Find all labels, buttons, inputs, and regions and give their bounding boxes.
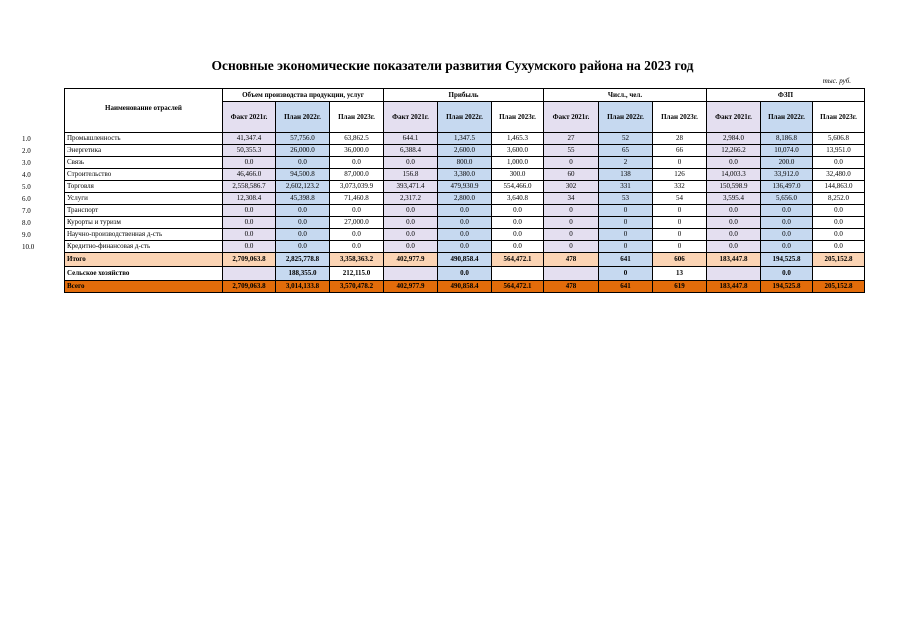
row-name: Всего bbox=[65, 281, 223, 293]
cell-value: 554,466.0 bbox=[492, 181, 544, 193]
row-number: 3.0 bbox=[22, 158, 31, 167]
row-name: Связь bbox=[65, 157, 223, 169]
cell-value: 200.0 bbox=[761, 157, 813, 169]
cell-value: 0.0 bbox=[223, 217, 276, 229]
cell-value: 53 bbox=[599, 193, 653, 205]
header-subcol: План 2023г. bbox=[492, 102, 544, 133]
header-subcol: Факт 2021г. bbox=[707, 102, 761, 133]
cell-value: 0.0 bbox=[707, 157, 761, 169]
cell-value: 27 bbox=[544, 133, 599, 145]
cell-value: 0.0 bbox=[707, 229, 761, 241]
cell-value: 188,355.0 bbox=[276, 267, 330, 281]
cell-value: 0 bbox=[599, 229, 653, 241]
table-row bbox=[65, 229, 865, 241]
cell-value: 0.0 bbox=[223, 229, 276, 241]
page-title: Основные экономические показатели развития Сухумского района на 2023 год bbox=[211, 58, 694, 73]
cell-value: 65 bbox=[599, 145, 653, 157]
cell-value: 479,930.9 bbox=[438, 181, 492, 193]
cell-value: 0.0 bbox=[707, 241, 761, 253]
cell-value: 205,152.8 bbox=[813, 253, 865, 267]
cell-value: 183,447.8 bbox=[707, 253, 761, 267]
cell-value: 0.0 bbox=[813, 217, 865, 229]
cell-value: 6,388.4 bbox=[384, 145, 438, 157]
cell-value: 13 bbox=[653, 267, 707, 281]
header-group-payroll: ФЗП bbox=[707, 89, 865, 102]
cell-value: 63,862.5 bbox=[330, 133, 384, 145]
table-row bbox=[65, 157, 865, 169]
cell-value: 0 bbox=[653, 205, 707, 217]
row-name: Промышленность bbox=[65, 133, 223, 145]
cell-value: 0.0 bbox=[813, 241, 865, 253]
cell-value: 126 bbox=[653, 169, 707, 181]
cell-value bbox=[544, 267, 599, 281]
cell-value: 402,977.9 bbox=[384, 253, 438, 267]
cell-value: 138 bbox=[599, 169, 653, 181]
table-row bbox=[65, 145, 865, 157]
cell-value: 0.0 bbox=[492, 217, 544, 229]
cell-value: 0.0 bbox=[761, 217, 813, 229]
cell-value: 0 bbox=[544, 241, 599, 253]
cell-value: 57,756.0 bbox=[276, 133, 330, 145]
row-name: Научно-производственная д-сть bbox=[65, 229, 223, 241]
cell-value: 66 bbox=[653, 145, 707, 157]
cell-value: 0.0 bbox=[223, 157, 276, 169]
cell-value: 0 bbox=[599, 205, 653, 217]
cell-value: 1,000.0 bbox=[492, 157, 544, 169]
cell-value: 0.0 bbox=[438, 229, 492, 241]
cell-value: 150,598.9 bbox=[707, 181, 761, 193]
cell-value bbox=[813, 267, 865, 281]
cell-value: 34 bbox=[544, 193, 599, 205]
cell-value: 87,000.0 bbox=[330, 169, 384, 181]
cell-value: 2,984.0 bbox=[707, 133, 761, 145]
row-number: 10.0 bbox=[22, 242, 35, 251]
row-number: 1.0 bbox=[22, 134, 31, 143]
cell-value: 0.0 bbox=[438, 241, 492, 253]
cell-value: 144,863.0 bbox=[813, 181, 865, 193]
table-row bbox=[65, 205, 865, 217]
header-subcol: План 2023г. bbox=[653, 102, 707, 133]
cell-value: 3,595.4 bbox=[707, 193, 761, 205]
cell-value: 14,003.3 bbox=[707, 169, 761, 181]
cell-value: 641 bbox=[599, 281, 653, 293]
cell-value: 0.0 bbox=[384, 217, 438, 229]
cell-value: 393,471.4 bbox=[384, 181, 438, 193]
cell-value: 5,656.0 bbox=[761, 193, 813, 205]
cell-value: 2,825,778.8 bbox=[276, 253, 330, 267]
cell-value: 641 bbox=[599, 253, 653, 267]
row-number: 6.0 bbox=[22, 194, 31, 203]
cell-value: 0.0 bbox=[761, 267, 813, 281]
cell-value: 2,600.0 bbox=[438, 145, 492, 157]
header-group-production: Объем производства продукции, услуг bbox=[223, 89, 384, 102]
cell-value: 3,600.0 bbox=[492, 145, 544, 157]
cell-value: 0 bbox=[599, 217, 653, 229]
cell-value: 0 bbox=[653, 157, 707, 169]
cell-value: 490,858.4 bbox=[438, 281, 492, 293]
row-name: Торговля bbox=[65, 181, 223, 193]
cell-value: 1,465.3 bbox=[492, 133, 544, 145]
header-group-headcount: Числ., чел. bbox=[544, 89, 707, 102]
cell-value: 0.0 bbox=[438, 217, 492, 229]
table-row bbox=[65, 241, 865, 253]
cell-value: 3,640.8 bbox=[492, 193, 544, 205]
cell-value: 13,951.0 bbox=[813, 145, 865, 157]
header-subcol: План 2022г. bbox=[761, 102, 813, 133]
cell-value: 0.0 bbox=[707, 217, 761, 229]
cell-value: 28 bbox=[653, 133, 707, 145]
row-name: Строительство bbox=[65, 169, 223, 181]
cell-value: 0.0 bbox=[223, 205, 276, 217]
table-row bbox=[65, 169, 865, 181]
cell-value: 10,074.0 bbox=[761, 145, 813, 157]
cell-value: 0 bbox=[599, 267, 653, 281]
header-subcol: План 2022г. bbox=[599, 102, 653, 133]
row-number: 5.0 bbox=[22, 182, 31, 191]
cell-value: 46,466.0 bbox=[223, 169, 276, 181]
row-name: Транспорт bbox=[65, 205, 223, 217]
header-subcol: План 2023г. bbox=[330, 102, 384, 133]
cell-value bbox=[492, 267, 544, 281]
cell-value: 12,308.4 bbox=[223, 193, 276, 205]
cell-value: 619 bbox=[653, 281, 707, 293]
cell-value: 136,497.0 bbox=[761, 181, 813, 193]
cell-value: 0.0 bbox=[761, 229, 813, 241]
cell-value: 0.0 bbox=[384, 229, 438, 241]
cell-value: 0.0 bbox=[492, 229, 544, 241]
cell-value: 8,186.8 bbox=[761, 133, 813, 145]
cell-value: 0.0 bbox=[813, 157, 865, 169]
cell-value: 33,912.0 bbox=[761, 169, 813, 181]
cell-value: 564,472.1 bbox=[492, 253, 544, 267]
cell-value: 300.0 bbox=[492, 169, 544, 181]
table-row bbox=[65, 133, 865, 145]
cell-value: 332 bbox=[653, 181, 707, 193]
row-name: Курорты и туризм bbox=[65, 217, 223, 229]
cell-value: 606 bbox=[653, 253, 707, 267]
row-name: Услуги bbox=[65, 193, 223, 205]
cell-value: 0.0 bbox=[330, 241, 384, 253]
header-subcol: Факт 2021г. bbox=[223, 102, 276, 133]
table-row bbox=[65, 217, 865, 229]
cell-value: 644.1 bbox=[384, 133, 438, 145]
cell-value: 0.0 bbox=[492, 205, 544, 217]
cell-value: 12,266.2 bbox=[707, 145, 761, 157]
cell-value: 0 bbox=[544, 205, 599, 217]
cell-value: 71,460.8 bbox=[330, 193, 384, 205]
cell-value bbox=[707, 267, 761, 281]
cell-value: 52 bbox=[599, 133, 653, 145]
cell-value: 0.0 bbox=[384, 241, 438, 253]
header-subcol: План 2023г. bbox=[813, 102, 865, 133]
cell-value: 0 bbox=[653, 241, 707, 253]
units-label: тыс. руб. bbox=[822, 77, 851, 85]
table-row bbox=[65, 181, 865, 193]
cell-value: 212,115.0 bbox=[330, 267, 384, 281]
cell-value: 0.0 bbox=[438, 267, 492, 281]
table-row bbox=[65, 267, 865, 281]
cell-value: 8,252.0 bbox=[813, 193, 865, 205]
cell-value: 402,977.9 bbox=[384, 281, 438, 293]
cell-value: 478 bbox=[544, 253, 599, 267]
cell-value: 0.0 bbox=[761, 241, 813, 253]
cell-value: 0.0 bbox=[276, 157, 330, 169]
cell-value: 0 bbox=[653, 229, 707, 241]
cell-value: 2,317.2 bbox=[384, 193, 438, 205]
cell-value: 156.8 bbox=[384, 169, 438, 181]
cell-value: 302 bbox=[544, 181, 599, 193]
header-group-profit: Прибыль bbox=[384, 89, 544, 102]
cell-value: 2,800.0 bbox=[438, 193, 492, 205]
cell-value: 2,709,063.8 bbox=[223, 281, 276, 293]
cell-value: 0.0 bbox=[761, 205, 813, 217]
cell-value: 3,380.0 bbox=[438, 169, 492, 181]
cell-value: 194,525.8 bbox=[761, 253, 813, 267]
table-row bbox=[65, 281, 865, 293]
cell-value: 27,000.0 bbox=[330, 217, 384, 229]
cell-value: 800.0 bbox=[438, 157, 492, 169]
cell-value: 50,355.3 bbox=[223, 145, 276, 157]
cell-value: 0.0 bbox=[276, 205, 330, 217]
header-subcol: Факт 2021г. bbox=[544, 102, 599, 133]
cell-value: 2 bbox=[599, 157, 653, 169]
cell-value: 0.0 bbox=[330, 157, 384, 169]
cell-value: 0 bbox=[544, 157, 599, 169]
cell-value: 32,480.0 bbox=[813, 169, 865, 181]
cell-value: 3,358,363.2 bbox=[330, 253, 384, 267]
header-subcol: Факт 2021г. bbox=[384, 102, 438, 133]
cell-value: 1,347.5 bbox=[438, 133, 492, 145]
cell-value: 0.0 bbox=[384, 205, 438, 217]
cell-value: 26,000.0 bbox=[276, 145, 330, 157]
cell-value: 205,152.8 bbox=[813, 281, 865, 293]
row-name: Итого bbox=[65, 253, 223, 267]
cell-value: 478 bbox=[544, 281, 599, 293]
cell-value: 183,447.8 bbox=[707, 281, 761, 293]
row-name: Сельское хозяйство bbox=[65, 267, 223, 281]
table-row bbox=[65, 193, 865, 205]
cell-value: 0.0 bbox=[813, 229, 865, 241]
cell-value: 0.0 bbox=[276, 217, 330, 229]
row-number: 7.0 bbox=[22, 206, 31, 215]
cell-value: 41,347.4 bbox=[223, 133, 276, 145]
cell-value: 0 bbox=[544, 229, 599, 241]
cell-value: 0.0 bbox=[384, 157, 438, 169]
cell-value: 0.0 bbox=[276, 229, 330, 241]
cell-value: 3,073,039.9 bbox=[330, 181, 384, 193]
row-name: Энергетика bbox=[65, 145, 223, 157]
cell-value: 0.0 bbox=[276, 241, 330, 253]
row-number: 2.0 bbox=[22, 146, 31, 155]
cell-value: 45,398.8 bbox=[276, 193, 330, 205]
table-row bbox=[65, 253, 865, 267]
cell-value: 36,000.0 bbox=[330, 145, 384, 157]
cell-value: 94,500.8 bbox=[276, 169, 330, 181]
header-name-col: Наименование отраслей bbox=[65, 89, 223, 133]
cell-value: 194,525.8 bbox=[761, 281, 813, 293]
cell-value: 2,709,063.8 bbox=[223, 253, 276, 267]
cell-value: 0.0 bbox=[438, 205, 492, 217]
cell-value: 0.0 bbox=[492, 241, 544, 253]
cell-value: 55 bbox=[544, 145, 599, 157]
header-subcol: План 2022г. bbox=[438, 102, 492, 133]
cell-value: 0.0 bbox=[223, 241, 276, 253]
cell-value: 3,570,478.2 bbox=[330, 281, 384, 293]
cell-value: 564,472.1 bbox=[492, 281, 544, 293]
cell-value: 0.0 bbox=[813, 205, 865, 217]
cell-value: 0.0 bbox=[707, 205, 761, 217]
cell-value: 0 bbox=[599, 241, 653, 253]
cell-value: 2,558,586.7 bbox=[223, 181, 276, 193]
header-subcol: План 2022г. bbox=[276, 102, 330, 133]
cell-value: 490,858.4 bbox=[438, 253, 492, 267]
cell-value: 0 bbox=[544, 217, 599, 229]
row-number: 4.0 bbox=[22, 170, 31, 179]
cell-value bbox=[384, 267, 438, 281]
cell-value: 331 bbox=[599, 181, 653, 193]
cell-value: 54 bbox=[653, 193, 707, 205]
row-number: 9.0 bbox=[22, 230, 31, 239]
cell-value: 0 bbox=[653, 217, 707, 229]
cell-value: 0.0 bbox=[330, 205, 384, 217]
cell-value: 5,606.8 bbox=[813, 133, 865, 145]
row-name: Кредитно-финансовая д-сть bbox=[65, 241, 223, 253]
cell-value: 3,014,133.8 bbox=[276, 281, 330, 293]
cell-value: 2,602,123.2 bbox=[276, 181, 330, 193]
cell-value bbox=[223, 267, 276, 281]
cell-value: 60 bbox=[544, 169, 599, 181]
row-number: 8.0 bbox=[22, 218, 31, 227]
cell-value: 0.0 bbox=[330, 229, 384, 241]
economic-indicators-table bbox=[64, 88, 865, 293]
